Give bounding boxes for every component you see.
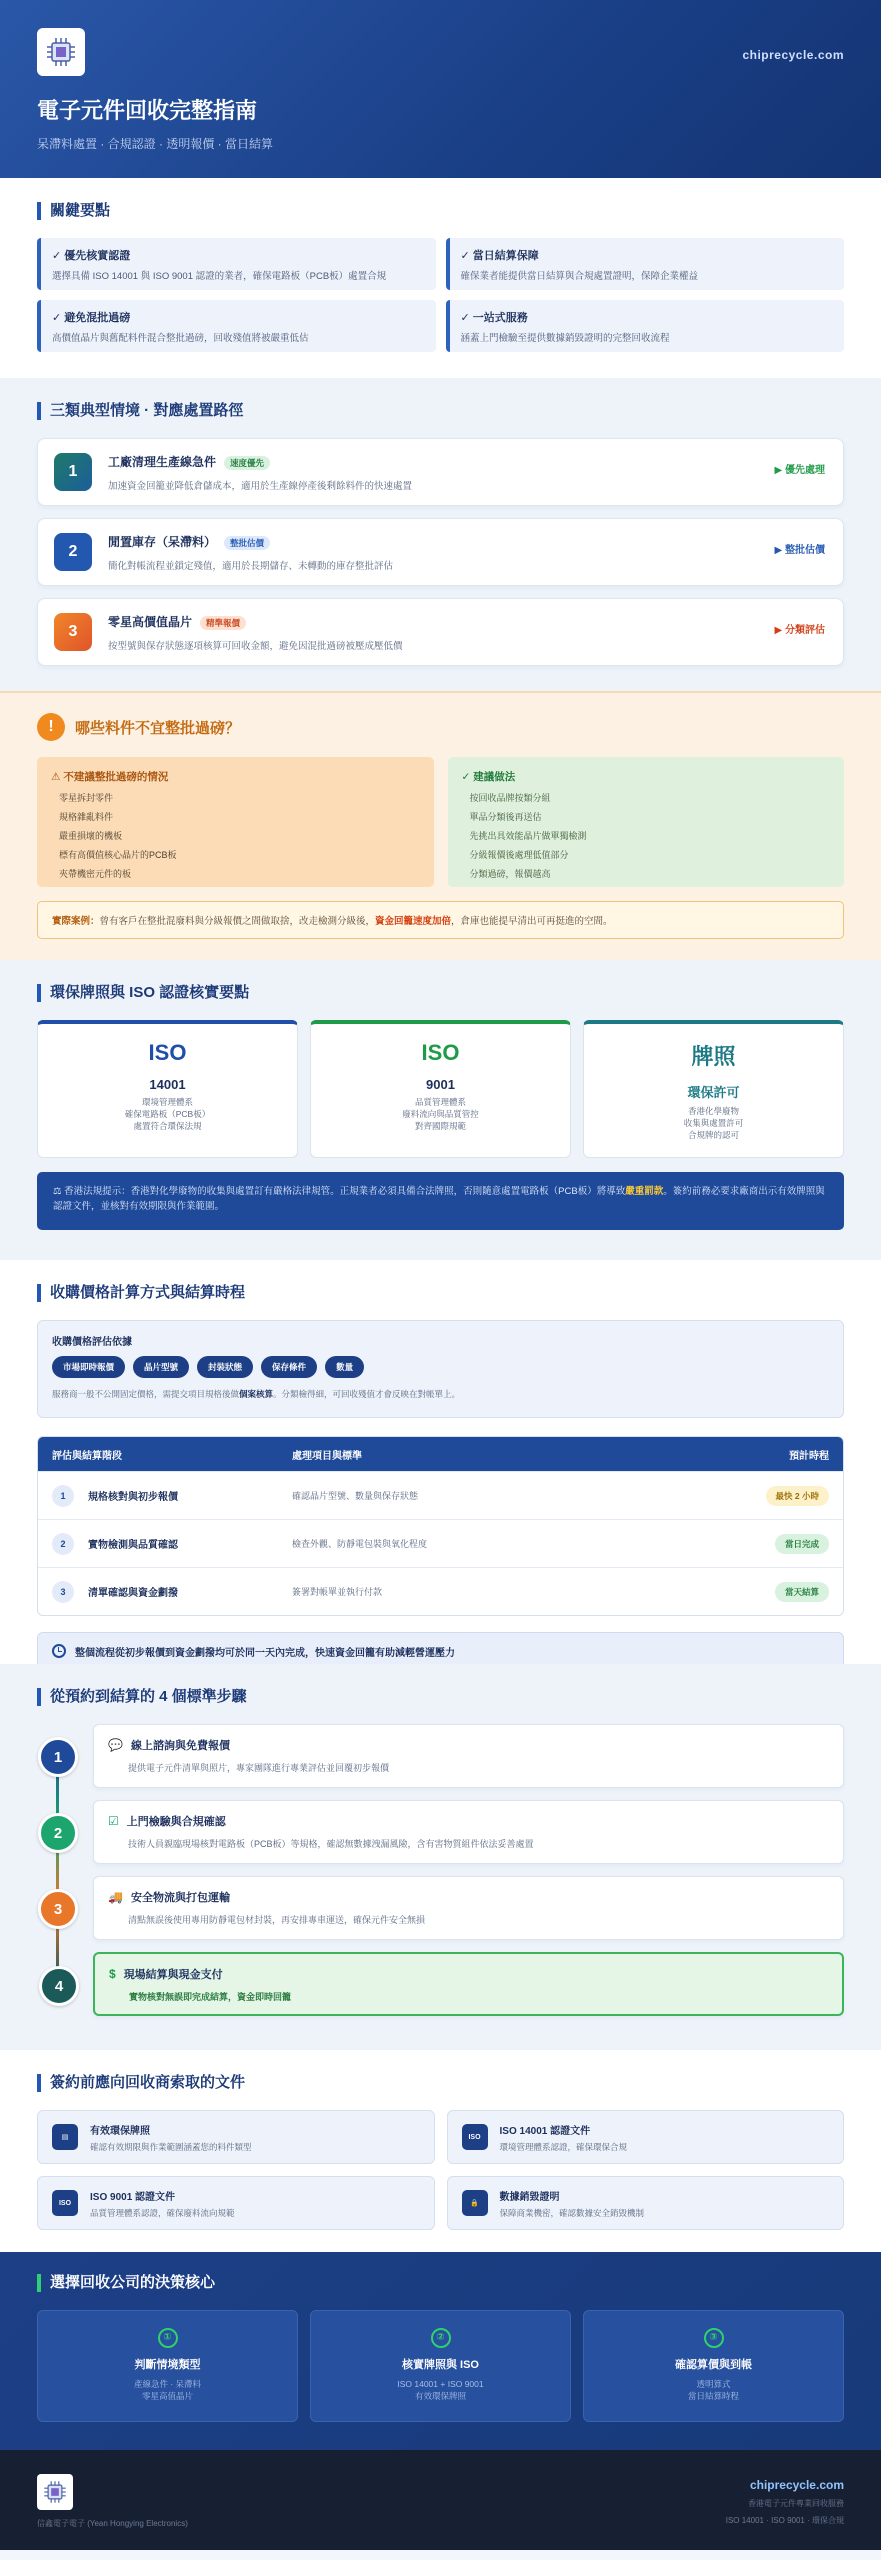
cert-line: 合規牌的認可 — [687, 1130, 739, 1140]
scenario-card-3[interactable] — [37, 598, 844, 666]
section-title: 收購價格計算方式與結算時程 — [37, 1284, 844, 1302]
key-point-card — [37, 300, 436, 352]
scenario-action[interactable]: ▶ 優先處理 — [774, 465, 825, 476]
decision-title: 確認算價與到帳 — [675, 2358, 752, 2371]
table-row — [38, 1519, 843, 1567]
cert-line: 品質管理體系 — [414, 1097, 466, 1107]
warning-title: 哪些料件不宜整批過磅？ — [75, 719, 241, 737]
scenario-action[interactable]: ▶ 分類評估 — [774, 625, 825, 636]
cert-mid: 9001 — [426, 1077, 455, 1092]
cert-big: ISO — [421, 1040, 460, 1065]
scenario-title: 零星高價值晶片 — [108, 614, 193, 629]
pricing-basis-note — [52, 1388, 829, 1400]
scenario-number: 3 — [54, 613, 92, 651]
decision-number: ③ — [704, 2328, 724, 2348]
scenario-number: 2 — [54, 533, 92, 571]
pricing-factor-chip: 數量 — [325, 1356, 364, 1378]
note-text: 服務商一般不公開固定價格，需提交項目規格後做 — [52, 1389, 240, 1399]
section-title: 選擇回收公司的決策核心 — [37, 2274, 844, 2292]
cert-card-iso9001 — [310, 1020, 571, 1158]
warning-columns — [37, 757, 844, 887]
decision-number: ① — [158, 2328, 178, 2348]
row-stage: 清單確認與資金劃撥 — [88, 1588, 178, 1599]
case-note — [37, 901, 844, 939]
key-point-desc: 高價值晶片與舊配料件混合整批過磅，回收殘值將被嚴重低估 — [52, 333, 309, 344]
legal-text-suffix: 。簽約前務必要求廠商出示有效牌照與認證文件，並核對有效期限與作業範圍。 — [53, 1186, 825, 1212]
decision-grid — [37, 2310, 844, 2422]
decision-title: 核實牌照與 ISO — [401, 2358, 479, 2371]
pricing-factor-chips — [52, 1356, 829, 1378]
document-card — [447, 2176, 845, 2230]
pricing-factor-chip: 保存條件 — [261, 1356, 317, 1378]
iso-icon: ISO — [462, 2124, 488, 2150]
scenario-tag: 整批估價 — [224, 536, 270, 550]
footer-company: 信鑫電子電子 (Yean Hong​ying Electronics) — [37, 2519, 188, 2528]
scenario-desc: 簡化對帳流程並鎖定殘值，適用於長期儲存、未轉動的庫存整批評估 — [108, 560, 394, 572]
pricing-factor-chip: 市場即時報價 — [52, 1356, 125, 1378]
list-item: 零星拆封零件 — [59, 793, 114, 803]
case-note-label: 實際案例： — [52, 916, 100, 927]
check-icon: ☑ — [108, 1814, 119, 1828]
step-number: 4 — [39, 1966, 79, 2006]
cert-line: 對齊國際規範 — [414, 1121, 466, 1131]
bulk-weigh-warning-section — [0, 691, 881, 960]
step-card-4 — [54, 1952, 844, 2016]
document-desc: 保障商業機密，確認數據安全銷毀機制 — [499, 2207, 645, 2218]
flow-note-text: 整個流程從初步報價到資金劃撥均可於同一天內完成，快速資金回籠有助減輕營運壓力 — [75, 1647, 455, 1659]
key-point-card — [37, 238, 436, 290]
note-text-suffix: 。分類檢得細，可回收殘值才會反映在對帳單上。 — [273, 1389, 461, 1399]
cert-grid — [37, 1020, 844, 1158]
key-point-title: ✓ 避免混批過磅 — [52, 312, 131, 324]
section-title: 從預約到結算的 4 個標準步驟 — [37, 1688, 844, 1706]
step-title: 安全物流與打包運輸 — [130, 1892, 230, 1904]
step-number: 2 — [38, 1813, 78, 1853]
timeline-line — [56, 1744, 59, 1984]
cert-line: 香港化學廢物 — [687, 1106, 739, 1116]
case-note-text: 曾有客戶在整批混廢料與分級報價之間做取捨，改走檢測分級後， — [99, 916, 376, 927]
clock-icon — [52, 1644, 66, 1658]
pricing-section — [0, 1260, 881, 1664]
steps-section — [0, 1664, 881, 2050]
key-point-title: ✓ 優先核實認證 — [52, 250, 131, 262]
pricing-basis-box — [37, 1320, 844, 1418]
cert-line: 確保電路板（PCB板） — [124, 1109, 211, 1119]
scenario-number: 1 — [54, 453, 92, 491]
footer-tagline: 香港電子元件專業回收服務 — [748, 2499, 844, 2508]
legal-text: ⚖ 香港法規提示：香港對化學廢物的收集與處置訂有嚴格法律規管。正規業者必須具備合法牌照，否則隨意處置電路板（PCB板）將導致 — [53, 1186, 626, 1197]
cert-line: 廢料流向與品質管控 — [402, 1109, 479, 1119]
row-number: 1 — [52, 1485, 74, 1507]
chat-icon: 💬 — [108, 1738, 123, 1752]
document-card — [37, 2110, 435, 2164]
document-desc: 確認有效期限與作業範圍涵蓋您的料件類型 — [90, 2141, 252, 2152]
cert-card-iso14001 — [37, 1020, 298, 1158]
row-time-badge: 當日完成 — [775, 1534, 829, 1554]
footer — [0, 2450, 881, 2550]
settlement-table — [37, 1436, 844, 1616]
note-bold: 個案核算 — [239, 1389, 274, 1399]
decision-card — [310, 2310, 571, 2422]
list-item: 嚴重損壞的機板 — [59, 831, 123, 841]
row-items: 簽署對帳單並執行付款 — [292, 1587, 383, 1597]
not-recommended-box — [37, 757, 434, 887]
step-card-3 — [53, 1876, 844, 1940]
key-point-card — [446, 300, 845, 352]
document-desc: 品質管理體系認證，確保廢料流向規範 — [90, 2207, 235, 2218]
scenario-card-1[interactable] — [37, 438, 844, 506]
key-point-title: ✓ 當日結算保障 — [460, 250, 539, 262]
cert-line: 處置符合環保法規 — [133, 1121, 202, 1131]
step-desc: 技術人員親臨現場核對電路板（PCB板）等規格，確認無數據洩漏風險，含有害物質組件依法妥善處置 — [128, 1839, 534, 1849]
key-point-desc: 確保業者能提供當日結算與合規處置證明，保障企業權益 — [460, 271, 699, 282]
scenario-title: 工廠清理生產線急件 — [108, 454, 217, 469]
step-number: 3 — [38, 1889, 78, 1929]
case-note-highlight: 資金回籠速度加倍 — [375, 916, 452, 927]
key-points-grid — [37, 238, 844, 352]
step-card-2 — [53, 1800, 844, 1864]
chip-icon — [42, 2479, 68, 2505]
decision-card — [37, 2310, 298, 2422]
document-desc: 環境管理體系認證，確保環保合規 — [499, 2141, 628, 2152]
scenarios-section — [0, 378, 881, 691]
decision-section — [0, 2252, 881, 2450]
pricing-factor-chip: 封裝狀態 — [197, 1356, 253, 1378]
footer-certs: ISO 14001 · ISO 9001 · 環保合規 — [725, 2516, 844, 2525]
step-desc: 實物核對無誤即完成結算，資金即時回籠 — [129, 1992, 292, 2002]
list-item: 夾帶機密元件的板 — [59, 869, 132, 879]
row-time-badge: 當天結算 — [775, 1582, 829, 1602]
cert-big: ISO — [148, 1040, 187, 1065]
column-header: 預計時程 — [789, 1450, 829, 1462]
list-item: 規格雜亂料件 — [59, 812, 114, 822]
step-title: 線上諮詢與免費報價 — [130, 1740, 230, 1752]
cert-mid: 環保許可 — [687, 1085, 740, 1100]
decision-line: 當日結算時程 — [687, 2390, 739, 2401]
recommended-title: ✓ 建議做法 — [461, 771, 516, 783]
section-title: 環保牌照與 ISO 認證核實要點 — [37, 984, 844, 1002]
row-number: 2 — [52, 1533, 74, 1555]
chip-icon — [44, 35, 78, 69]
cert-line: 環境管理體系 — [141, 1097, 193, 1107]
scenario-tag: 精準報價 — [200, 616, 246, 630]
documents-section — [0, 2050, 881, 2252]
column-header: 評估與結算階段 — [52, 1450, 122, 1462]
section-title: 三類典型情境 · 對應處置路徑 — [37, 402, 844, 420]
row-items: 檢查外觀、防靜電包裝與氧化程度 — [292, 1539, 428, 1549]
table-row — [38, 1567, 843, 1615]
warning-header — [37, 713, 844, 741]
column-header: 處理項目與標準 — [292, 1450, 362, 1462]
decision-title: 判斷情境類型 — [134, 2358, 201, 2371]
document-card — [37, 2176, 435, 2230]
list-item: 分類過磅，報價越高 — [469, 869, 551, 879]
document-card — [447, 2110, 845, 2164]
row-items: 確認晶片型號、數量與保存狀態 — [292, 1491, 419, 1501]
table-header — [38, 1437, 843, 1471]
document-title: 有效環保牌照 — [90, 2125, 150, 2137]
list-item: 分級報價後處理低值部分 — [469, 850, 569, 860]
step-desc: 清點無誤後使用專用防靜電包材封裝，再安排專車運送，確保元件安全無損 — [128, 1915, 426, 1925]
step-desc: 提供電子元件清單與照片，專家團隊進行專業評估並回覆初步報價 — [128, 1763, 390, 1773]
cert-card-license — [583, 1020, 844, 1158]
row-stage: 規格核對與初步報價 — [88, 1492, 178, 1503]
step-title: 現場結算與現金支付 — [123, 1969, 223, 1981]
certifications-section — [0, 960, 881, 1260]
row-number: 3 — [52, 1581, 74, 1603]
hero-header — [0, 0, 881, 178]
steps-timeline — [37, 1724, 844, 2016]
step-number: 1 — [38, 1737, 78, 1777]
document-title: ISO 14001 認證文件 — [499, 2125, 591, 2137]
scenario-tag: 速度優先 — [224, 456, 270, 470]
row-stage: 實物檢測與品質確認 — [88, 1540, 178, 1551]
case-note-tail: ，倉庫也能提早清出可再挺進的空間。 — [451, 916, 613, 927]
cert-mid: 14001 — [149, 1077, 186, 1092]
key-point-card — [446, 238, 845, 290]
scenario-title: 閒置庫存（呆滯料） — [108, 534, 217, 549]
section-title: 簽約前應向回收商索取的文件 — [37, 2074, 844, 2092]
section-title: 關鍵要點 — [37, 202, 844, 220]
documents-grid — [37, 2110, 844, 2230]
footer-logo[interactable] — [37, 2474, 73, 2510]
key-points-section — [0, 178, 881, 378]
cert-line: 收集與處置許可 — [683, 1118, 744, 1128]
warning-icon: ! — [37, 713, 65, 741]
table-row — [38, 1471, 843, 1519]
iso-icon: ISO — [52, 2190, 78, 2216]
page-title: 電子元件回收完整指南 — [37, 98, 258, 123]
key-point-desc: 涵蓋上門檢驗至提供數據銷毀證明的完整回收流程 — [460, 333, 670, 344]
list-item: 單品分類後再送估 — [469, 812, 542, 822]
pricing-factor-chip: 晶片型號 — [133, 1356, 189, 1378]
not-recommended-title: ⚠ 不建議整批過磅的情況 — [51, 771, 169, 783]
footer-right — [726, 2478, 844, 2526]
lock-icon: 🔒 — [462, 2190, 488, 2216]
dollar-icon: $ — [109, 1967, 116, 1981]
list-item: 先挑出具效能晶片做單獨檢測 — [469, 831, 587, 841]
decision-card — [583, 2310, 844, 2422]
header-domain-link[interactable]: chiprecycle.com — [742, 48, 844, 62]
decision-line: 零星高值晶片 — [141, 2390, 193, 2401]
cert-big: 牌照 — [691, 1044, 736, 1069]
logo[interactable] — [37, 28, 85, 76]
legal-highlight: 嚴重罰款 — [625, 1186, 664, 1197]
page-subtitle: 呆滯料處置 · 合規認證 · 透明報價 · 當日結算 — [37, 137, 273, 151]
row-time-badge: 最快 2 小時 — [766, 1486, 829, 1506]
truck-icon: 🚚 — [108, 1890, 123, 1904]
scenario-desc: 加速資金回籠並降低倉儲成本，適用於生產線停產後剩餘料件的快速處置 — [108, 480, 413, 492]
decision-number: ② — [431, 2328, 451, 2348]
list-item: 標有高價值核心晶片的PCB板 — [59, 850, 177, 860]
recommended-box — [448, 757, 845, 887]
document-icon: ▤ — [52, 2124, 78, 2150]
scenario-desc: 按型號與保存狀態逐項核算可回收金額，避免因混批過磅被壓成壓低價 — [108, 640, 403, 652]
decision-line: 有效環保牌照 — [414, 2390, 466, 2401]
pricing-basis-title: 收購價格評估依據 — [52, 1337, 132, 1348]
list-item: 按回收品牌按類分組 — [469, 793, 551, 803]
key-point-desc: 選擇具備 ISO 14001 與 ISO 9001 認證的業者，確保電路板（PCB板）處置合規 — [52, 271, 387, 282]
document-title: 數據銷毀證明 — [499, 2191, 560, 2203]
scenario-action[interactable]: ▶ 整批估價 — [774, 545, 825, 556]
decision-line: 產線急件 · 呆滯料 — [133, 2378, 202, 2389]
document-title: ISO 9001 認證文件 — [90, 2191, 176, 2203]
legal-notice — [37, 1172, 844, 1230]
footer-domain-link[interactable]: chiprecycle.com — [749, 2478, 844, 2492]
key-point-title: ✓ 一站式服務 — [460, 312, 528, 324]
step-card-1 — [53, 1724, 844, 1788]
decision-line: 透明算式 — [696, 2378, 731, 2389]
step-title: 上門檢驗與合規確認 — [126, 1816, 226, 1828]
decision-line: ISO 14001 + ISO 9001 — [397, 2378, 484, 2389]
scenario-card-2[interactable] — [37, 518, 844, 586]
